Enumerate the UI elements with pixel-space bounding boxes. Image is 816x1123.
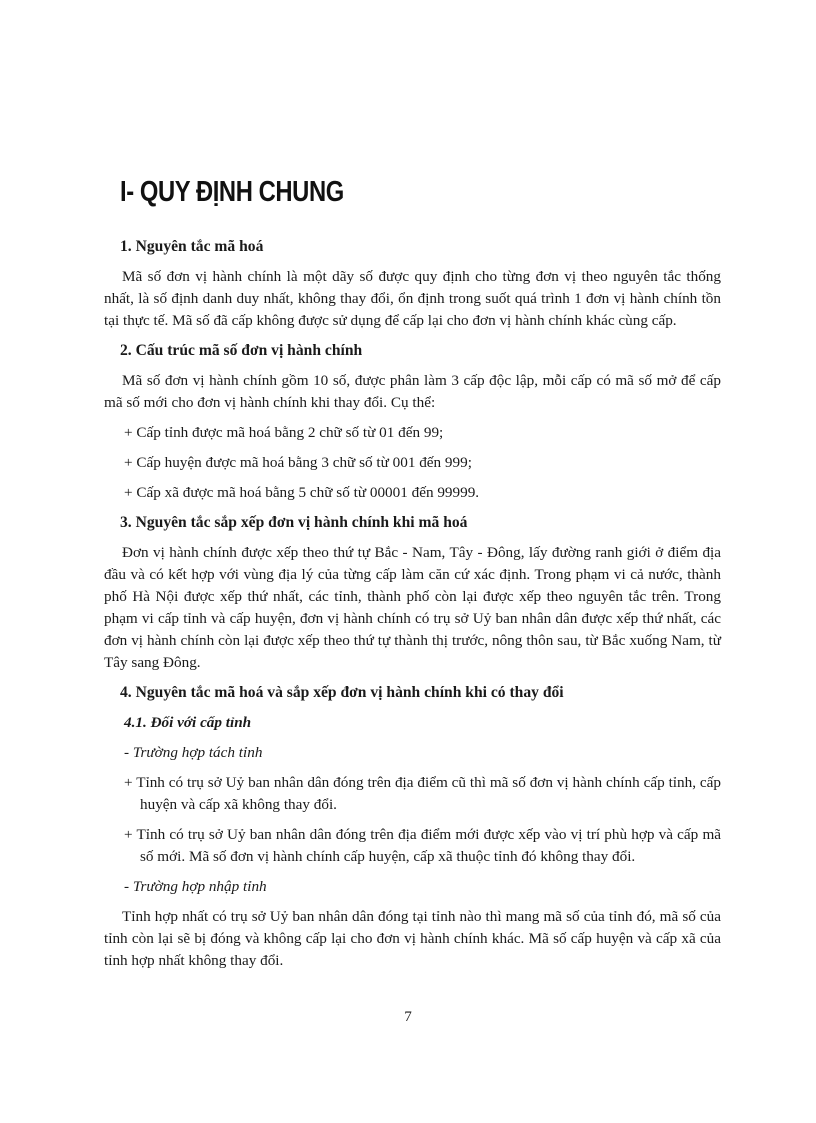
section-1-paragraph: Mã số đơn vị hành chính là một dãy số được quy định cho từng đơn vị theo nguyên tắc thống nhất, là số định danh duy nhất, không thay đổi, ổn định trong suốt quá trình 1 đơn vị hành chính tồn tại thực tế. Mã số đã cấp không được sử dụng để cấp lại cho đơn vị hành chính khác cùng cấp. (104, 268, 721, 329)
list-item: + Cấp huyện được mã hoá bằng 3 chữ số từ 001 đến 999; (124, 454, 472, 471)
case-label-merge: - Trường hợp nhập tỉnh (124, 878, 267, 895)
body-text (104, 236, 721, 980)
section-heading-2: 2. Cấu trúc mã số đơn vị hành chính (120, 342, 363, 359)
section-heading-3: 3. Nguyên tắc sắp xếp đơn vị hành chính khi mã hoá (120, 514, 468, 531)
section-3-paragraph: Đơn vị hành chính được xếp theo thứ tự Bắc - Nam, Tây - Đông, lấy đường ranh giới ở điểm địa đầu và có kết hợp với vùng địa lý của từng cấp làm căn cứ xác định. Trong phạm vi cả nước, thành phố Hà Nội được xếp thứ nhất, các tỉnh, thành phố còn lại được xếp theo nguyên tắc trên. Trong phạm vi cấp tỉnh và cấp huyện, đơn vị hành chính có trụ sở Uỷ ban nhân dân được xếp thứ nhất, các đơn vị hành chính còn lại được xếp theo thứ tự thành thị trước, nông thôn sau, từ Bắc xuống Nam, từ Tây sang Đông. (104, 544, 721, 671)
case-label-split: - Trường hợp tách tỉnh (124, 744, 263, 761)
merge-paragraph: Tỉnh hợp nhất có trụ sở Uỷ ban nhân dân đóng tại tỉnh nào thì mang mã số của tỉnh đó, mã số của tỉnh còn lại sẽ bị đóng và không cấp lại cho đơn vị hành chính khác. Mã số cấp huyện và cấp xã của tỉnh hợp nhất không thay đổi. (104, 908, 721, 969)
list-item: + Tỉnh có trụ sở Uỷ ban nhân dân đóng trên địa điểm mới được xếp vào vị trí phù hợp và cấp mã số mới. Mã số đơn vị hành chính cấp huyện, cấp xã thuộc tỉnh đó không thay đổi. (124, 826, 721, 865)
page-number: 7 (404, 1008, 412, 1025)
section-heading-4: 4. Nguyên tắc mã hoá và sắp xếp đơn vị hành chính khi có thay đổi (120, 684, 564, 701)
chapter-title: I- QUY ĐỊNH CHUNG (120, 176, 344, 208)
section-heading-1: 1. Nguyên tắc mã hoá (120, 238, 264, 255)
list-item: + Cấp xã được mã hoá bằng 5 chữ số từ 00001 đến 99999. (124, 484, 480, 501)
list-item: + Cấp tỉnh được mã hoá bằng 2 chữ số từ 01 đến 99; (124, 424, 444, 441)
section-2-paragraph: Mã số đơn vị hành chính gồm 10 số, được phân làm 3 cấp độc lập, mỗi cấp có mã số mở để cấp mã số mới cho đơn vị hành chính khi thay đổi. Cụ thể: (104, 372, 721, 411)
list-item: + Tỉnh có trụ sở Uỷ ban nhân dân đóng trên địa điểm cũ thì mã số đơn vị hành chính cấp tỉnh, cấp huyện và cấp xã không thay đổi. (124, 774, 721, 813)
subsection-heading-4-1: 4.1. Đối với cấp tỉnh (124, 714, 252, 731)
